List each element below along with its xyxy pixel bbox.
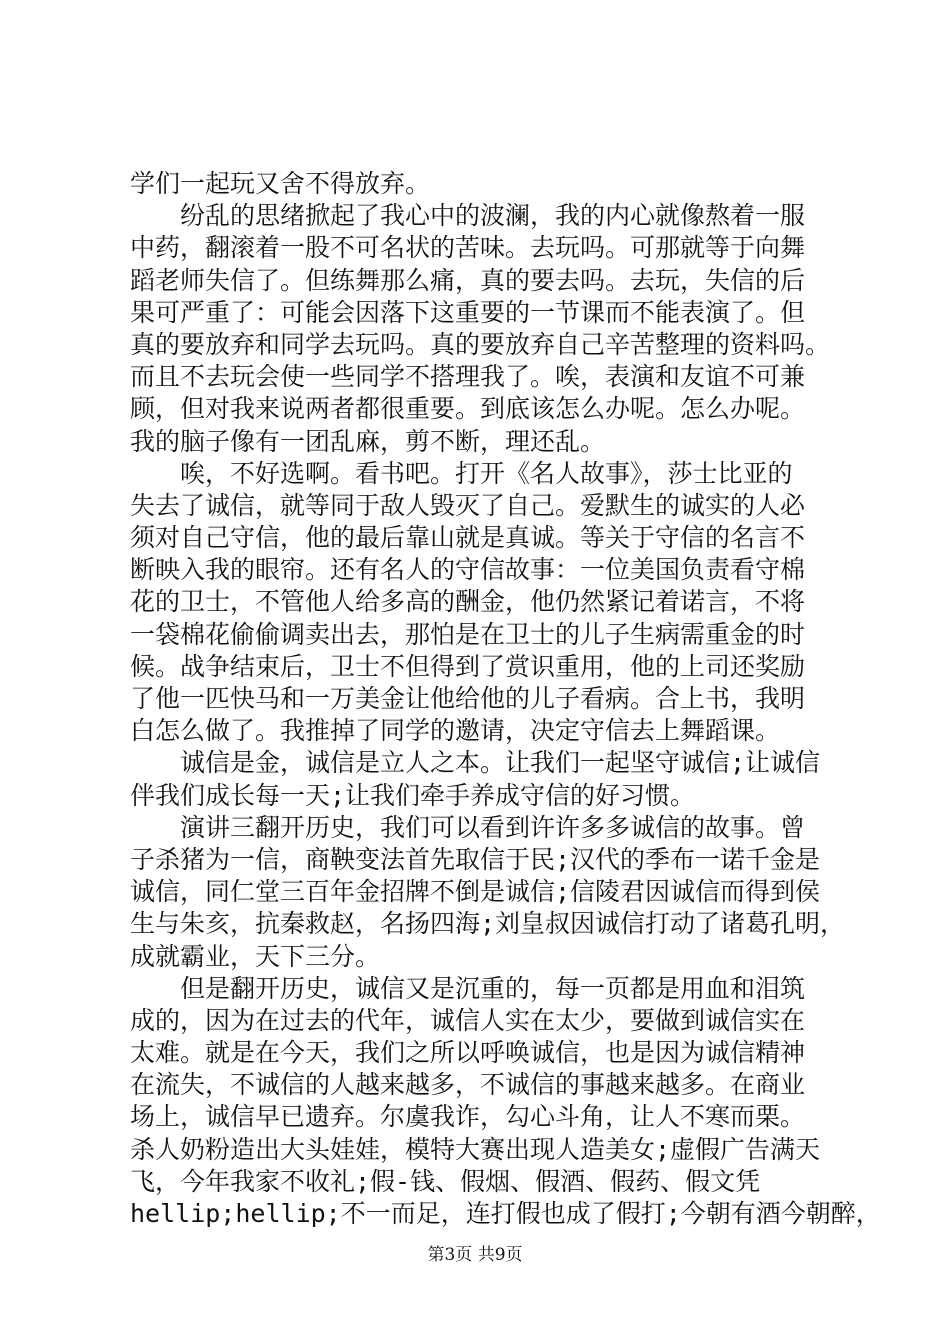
line-text: 我的脑子像有一团乱麻，剪不断，理还乱。 xyxy=(130,426,606,456)
text-line xyxy=(130,844,836,876)
text-line xyxy=(130,361,836,393)
text-line xyxy=(130,1198,881,1230)
text-line xyxy=(130,426,836,458)
text-line xyxy=(130,683,836,715)
line-text: 蹈老师失信了。但练舞那么痛，真的要去吗。去玩，失信的后 xyxy=(130,265,806,295)
line-text: 了他一匹快马和一万美金让他给他的儿子看病。合上书，我明 xyxy=(130,684,806,713)
text-line xyxy=(130,1037,836,1069)
paragraph xyxy=(130,458,836,748)
text-line xyxy=(130,168,836,200)
text-line xyxy=(130,329,836,361)
text-line xyxy=(130,973,836,1005)
line-text: 果可严重了：可能会因落下这重要的一节课而不能表演了。但 xyxy=(130,297,806,327)
line-text: 候。战争结束后，卫士不但得到了赏识重用，他的上司还奖励 xyxy=(130,651,806,681)
text-line xyxy=(130,1101,836,1133)
line-text: 中药，翻滚着一股不可名状的苦味。去玩吗。可那就等于向舞 xyxy=(130,233,806,263)
text-line xyxy=(130,1005,836,1037)
paragraph xyxy=(130,168,836,200)
line-text: 真的要放弃和同学去玩吗。真的要放弃自己辛苦整理的资料吗。 xyxy=(130,329,831,359)
line-text: 唉，不好选啊。看书吧。打开《名人故事》，莎士比亚的 xyxy=(180,458,793,488)
line-text: 伴我们成长每一天;让我们牵手养成守信的好习惯。 xyxy=(130,780,696,810)
line-text: 演讲三翻开历史，我们可以看到许许多多诚信的故事。曾 xyxy=(180,812,806,842)
page-footer: 第3页 共9页 xyxy=(427,1245,523,1265)
text-line xyxy=(130,747,836,779)
line-text: 飞，今年我家不收礼;假-钱、假烟、假酒、假药、假文凭 xyxy=(130,1166,761,1196)
text-line xyxy=(130,1134,836,1166)
text-line xyxy=(130,265,836,297)
line-text: 但是翻开历史，诚信又是沉重的，每一页都是用血和泪筑 xyxy=(180,973,806,1003)
text-line xyxy=(130,715,836,747)
text-line xyxy=(130,522,836,554)
line-text: 而且不去玩会使一些同学不搭理我了。唉，表演和友谊不可兼 xyxy=(130,362,806,392)
paragraph xyxy=(130,200,836,458)
text-line xyxy=(130,232,836,264)
paragraph xyxy=(130,973,881,1231)
text-line xyxy=(130,619,836,651)
text-line xyxy=(130,1166,836,1198)
text-line xyxy=(130,458,836,490)
text-line xyxy=(130,651,836,683)
line-text: 生与朱亥，抗秦救赵，名扬四海;刘皇叔因诚信打动了诸葛孔明， xyxy=(130,909,846,939)
line-text: 一袋棉花偷偷调卖出去，那怕是在卫士的儿子生病需重金的时 xyxy=(130,619,806,649)
text-line xyxy=(130,941,836,973)
line-text: 在流失，不诚信的人越来越多，不诚信的事越来越多。在商业 xyxy=(130,1070,806,1100)
text-line xyxy=(130,876,836,908)
line-text: 学们一起玩又舍不得放弃。 xyxy=(130,169,431,198)
line-text: 成就霸业，天下三分。 xyxy=(130,941,381,971)
line-text: 花的卫士，不管他人给多高的酬金，他仍然紧记着诺言，不将 xyxy=(130,587,806,617)
line-text: hellip;hellip;不一而足，连打假也成了假打;今朝有酒今朝醉， xyxy=(130,1199,881,1228)
line-text: 白怎么做了。我推掉了同学的邀请，决定守信去上舞蹈课。 xyxy=(130,716,781,746)
line-text: 须对自己守信，他的最后靠山就是真诚。等关于守信的名言不 xyxy=(130,523,806,553)
text-line xyxy=(130,812,836,844)
text-line xyxy=(130,586,836,618)
document-body xyxy=(130,168,881,1230)
text-line xyxy=(130,297,836,329)
text-line xyxy=(130,490,836,522)
line-text: 诚信，同仁堂三百年金招牌不倒是诚信;信陵君因诚信而得到侯 xyxy=(130,877,821,907)
line-text: 顾，但对我来说两者都很重要。到底该怎么办呢。怎么办呢。 xyxy=(130,394,806,424)
line-text: 杀人奶粉造出大头娃娃，模特大赛出现人造美女;虚假广告满天 xyxy=(130,1134,821,1164)
line-text: 子杀猪为一信，商鞅变法首先取信于民;汉代的季布一诺千金是 xyxy=(130,844,821,874)
line-text: 太难。就是在今天，我们之所以呼唤诚信，也是因为诚信精神 xyxy=(130,1038,806,1068)
text-line xyxy=(130,393,836,425)
text-line xyxy=(130,1069,836,1101)
text-line xyxy=(130,908,846,940)
line-text: 成的，因为在过去的代年，诚信人实在太少，要做到诚信实在 xyxy=(130,1005,806,1035)
text-line xyxy=(130,554,836,586)
line-text: 场上，诚信早已遗弃。尔虞我诈，勾心斗角，让人不寒而栗。 xyxy=(130,1102,806,1132)
line-text: 纷乱的思绪掀起了我心中的波澜，我的内心就像熬着一服 xyxy=(180,201,806,231)
paragraph xyxy=(130,747,836,811)
line-text: 失去了诚信，就等同于敌人毁灭了自己。爱默生的诚实的人必 xyxy=(130,490,806,520)
line-text: 诚信是金，诚信是立人之本。让我们一起坚守诚信;让诚信 xyxy=(180,748,821,778)
text-line xyxy=(130,780,836,812)
paragraph xyxy=(130,812,846,973)
text-line xyxy=(130,200,836,232)
line-text: 断映入我的眼帘。还有名人的守信故事：一位美国负责看守棉 xyxy=(130,555,806,585)
